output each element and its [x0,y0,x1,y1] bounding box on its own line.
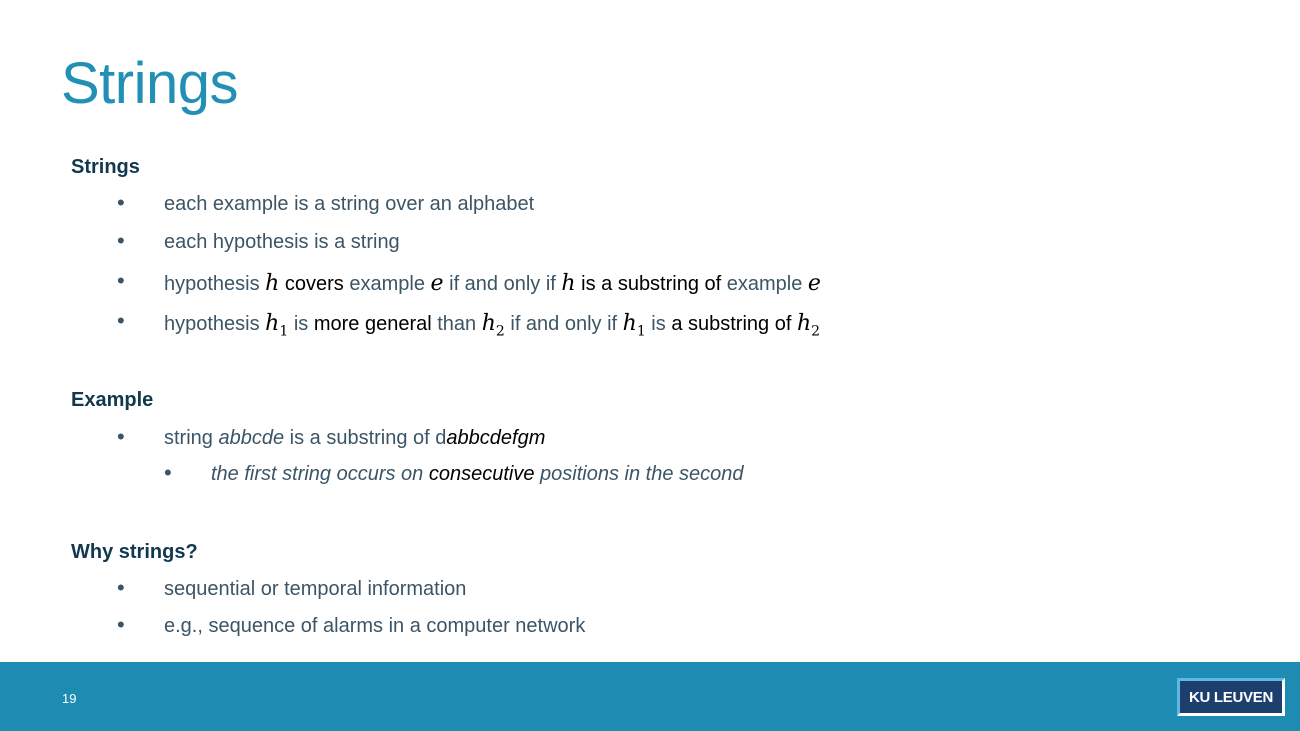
math-letter: h [622,311,637,336]
bullet-dot: • [117,575,125,600]
text-run: is [288,313,314,335]
math-subscript: 1 [279,323,289,340]
math-letter: h [481,311,496,336]
bullet-dot: • [117,612,125,637]
text-run: hypothesis [164,273,266,295]
bullet-text: sequential or temporal information [164,578,467,600]
bullet-text [211,463,744,486]
text-run: is [645,313,672,335]
bullet-dot: • [117,424,125,449]
text-run: abbcdefgm [446,427,546,449]
bullet-text: e.g., sequence of alarms in a computer network [164,615,586,637]
heading-example: Example [71,389,154,411]
math-var: e [430,271,444,296]
footer-bar [0,662,1300,731]
math-subscript: 1 [636,323,646,340]
text-run: abbcde [218,427,285,449]
bullet-dot: • [117,190,125,215]
bullet-dot: • [164,460,172,485]
text-run: positions in the second [534,463,744,485]
math-var [622,311,646,340]
math-letter: h [265,311,280,336]
text-run: more general [313,313,432,335]
bullet-text: each example is a string over an alphabet [164,193,535,215]
text-run: example [721,273,808,295]
text-run: if and only if [504,313,623,335]
heading-why-strings: Why strings? [71,541,198,563]
heading-strings: Strings [71,156,140,178]
text-run: if and only if [443,273,562,295]
bullet-text: each hypothesis is a string [164,231,400,253]
ku-leuven-logo: KU LEUVEN [1177,678,1285,716]
text-run: a substring of [671,313,792,335]
math-subscript: 2 [811,323,821,340]
math-subscript: 2 [495,323,505,340]
math-letter: h [796,311,812,336]
bullet-text [164,311,820,339]
bullet-dot: • [117,308,125,333]
bullet-dot: • [117,268,125,293]
text-run: is a substring of [575,273,722,295]
page-number: 19 [62,691,77,706]
math-var: h [265,271,280,296]
text-run: hypothesis [164,313,266,335]
bullet-dot: • [117,228,125,253]
bullet-text [164,427,545,450]
bullet-text [164,271,821,296]
slide-title: Strings [61,51,239,116]
math-var [796,311,821,340]
text-run: than [431,313,482,335]
text-run: the first string occurs on [211,463,429,485]
math-var: h [561,271,576,296]
math-var [265,311,289,340]
math-var [481,311,505,340]
math-var: e [807,271,821,296]
text-run: covers [279,273,344,295]
text-run: example [343,273,431,295]
text-run: string [164,427,219,449]
text-run: consecutive [428,463,535,485]
text-run: is a substring of d [284,427,447,449]
